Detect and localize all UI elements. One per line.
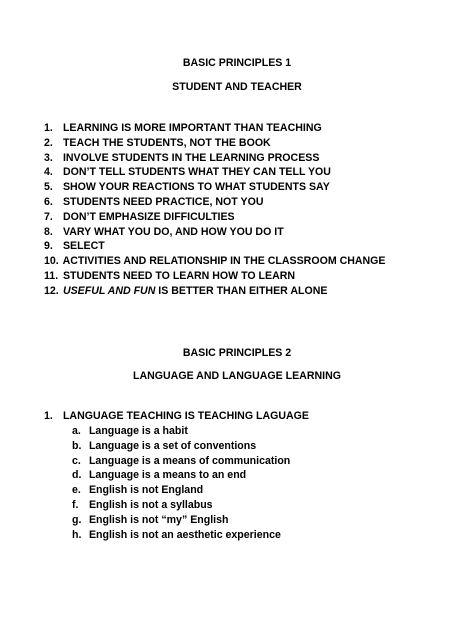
list-item: 5. SHOW YOUR REACTIONS TO WHAT STUDENTS SAY [44, 181, 330, 194]
section2-title: BASIC PRINCIPLES 2 [182, 347, 292, 359]
section1-list [44, 121, 386, 299]
list-item: 2. TEACH THE STUDENTS, NOT THE BOOK [44, 136, 271, 149]
list-item: a. Language is a habit [72, 425, 188, 437]
section2-item-1: 1. LANGUAGE TEACHING IS TEACHING LAGUAGE [44, 410, 309, 422]
section2-sublist [72, 424, 290, 542]
list-item: 8. VARY WHAT YOU DO, AND HOW YOU DO IT [44, 225, 284, 238]
list-item: 11. STUDENTS NEED TO LEARN HOW TO LEARN [44, 269, 296, 282]
list-item: c. Language is a means of communication [72, 454, 291, 467]
list-item: 3. INVOLVE STUDENTS IN THE LEARNING PROCESS [44, 151, 320, 164]
list-item: 12. USEFUL AND FUN IS BETTER THAN EITHER ALONE [44, 284, 328, 297]
list-item: 6. STUDENTS NEED PRACTICE, NOT YOU [44, 195, 264, 208]
section2-subtitle: LANGUAGE AND LANGUAGE LEARNING [133, 370, 341, 382]
list-item: 7. DON’T EMPHASIZE DIFFICULTIES [44, 210, 235, 223]
list-item: 1. LEARNING IS MORE IMPORTANT THAN TEACHING [44, 122, 322, 134]
list-item: 9. SELECT [44, 240, 105, 253]
section1-title: BASIC PRINCIPLES 1 [182, 57, 292, 69]
italic-phrase: USEFUL AND FUN [62, 284, 156, 297]
section1-subtitle: STUDENT AND TEACHER [172, 81, 302, 93]
list-item: d. Language is a means to an end [72, 469, 247, 482]
list-item: b. Language is a set of conventions [72, 439, 257, 452]
list-item: 4. DON’T TELL STUDENTS WHAT THEY CAN TELL YOU [44, 166, 331, 179]
list-item: h. English is not an aesthetic experience [72, 528, 281, 541]
list-item: 10. ACTIVITIES AND RELATIONSHIP IN THE CLASSROOM CHANGE [44, 255, 386, 268]
list-item: e. English is not England [72, 484, 204, 497]
list-item: f. English is not a syllabus [72, 498, 213, 511]
list-item: g. English is not “my” English [72, 513, 229, 526]
